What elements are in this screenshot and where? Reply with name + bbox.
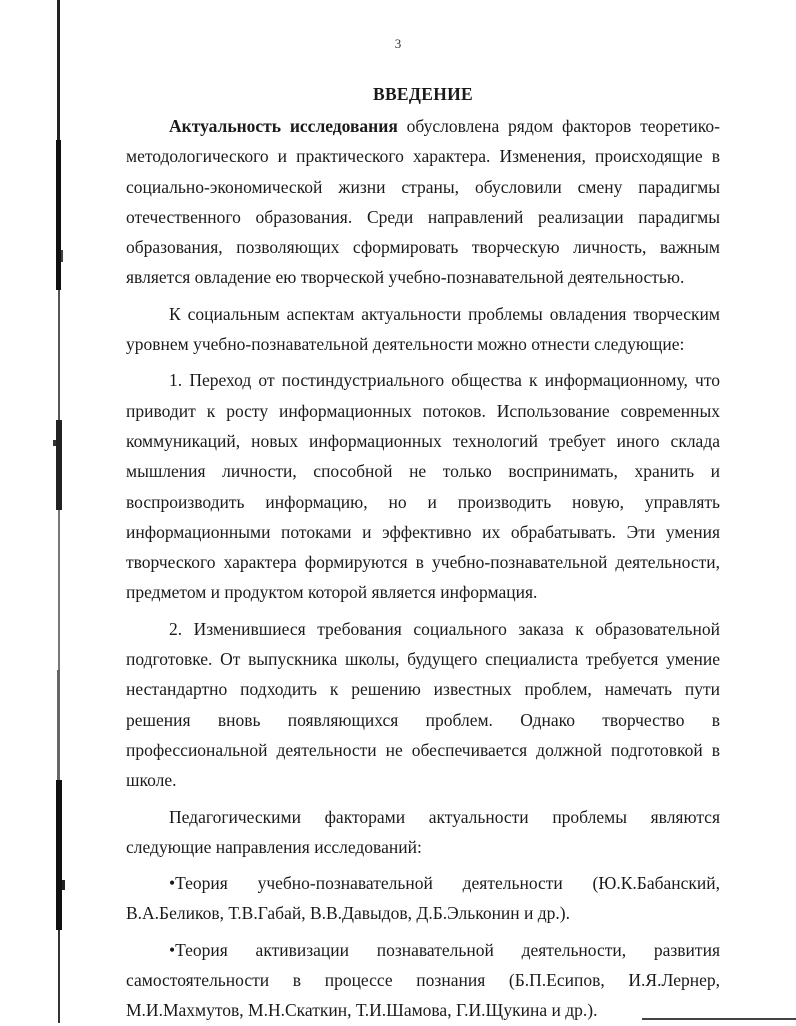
relevance-lead: Актуальность исследования [169,116,398,136]
page-number: 3 [394,36,402,51]
relevance-text: обусловлена рядом факторов теоретико-методологического и практического характера. Изменения, происходящие в социально-экономической жизни страны, обусловили смену парадигмы отечественного образования. Среди направлений реализации парадигмы образования, позволяющих сформировать творческую личность, важным является овладение ею творческой учебно-познавательной деятельностью. [126,116,720,288]
bullet-theory-cognitive-activity: •Теория учебно-познавательной деятельности (Ю.К.Бабанский, В.А.Беликов, Т.В.Габай, В.В.Давыдов, Д.Б.Эльконин и др.). [126,873,720,924]
paragraph-relevance [126,111,720,293]
paragraph-social-aspects: К социальным аспектам актуальности проблемы овладения творческим уровнем учебно-познавательной деятельности можно отнести следующие: [126,303,720,355]
bottom-scan-line [642,1018,796,1020]
section-heading: ВВЕДЕНИЕ [372,84,474,104]
scan-edge-artifact [52,0,66,1023]
bullet-theory-activation: •Теория активизации познавательной деятельности, развития самостоятельности в процессе познания (Б.П.Есипов, И.Я.Лернер, М.И.Махмутов, М.Н.Скаткин, Т.И.Шамова, Г.И.Щукина и др.). [126,939,720,1021]
paragraph-pedagogical-factors: Педагогическими факторами актуальности проблемы являются следующие направления исследований: [126,806,720,857]
paragraph-item-1: 1. Переход от постиндустриального общества к информационному, что приводит к росту информационных потоков. Использование современных коммуникаций, новых информационных технологий требует иного склада мышления личности, способной не только воспринимать, хранить и воспроизводить информацию, но и производить новую, управлять информационными потоками и эффективно их обрабатывать. Эти умения творческого характера формируются в учебно-познавательной деятельности, предметом и продуктом которой является информация. [126,370,720,603]
body-text [126,111,720,1026]
paragraph-item-2: 2. Изменившиеся требования социального заказа к образовательной подготовке. От выпускника школы, будущего специалиста требуется умение нестандартно подходить к решению известных проблем, намечать пути решения вновь появляющихся проблем. Однако творчество в профессиональной деятельности не обеспечивается должной подготовкой в школе. [126,618,720,791]
